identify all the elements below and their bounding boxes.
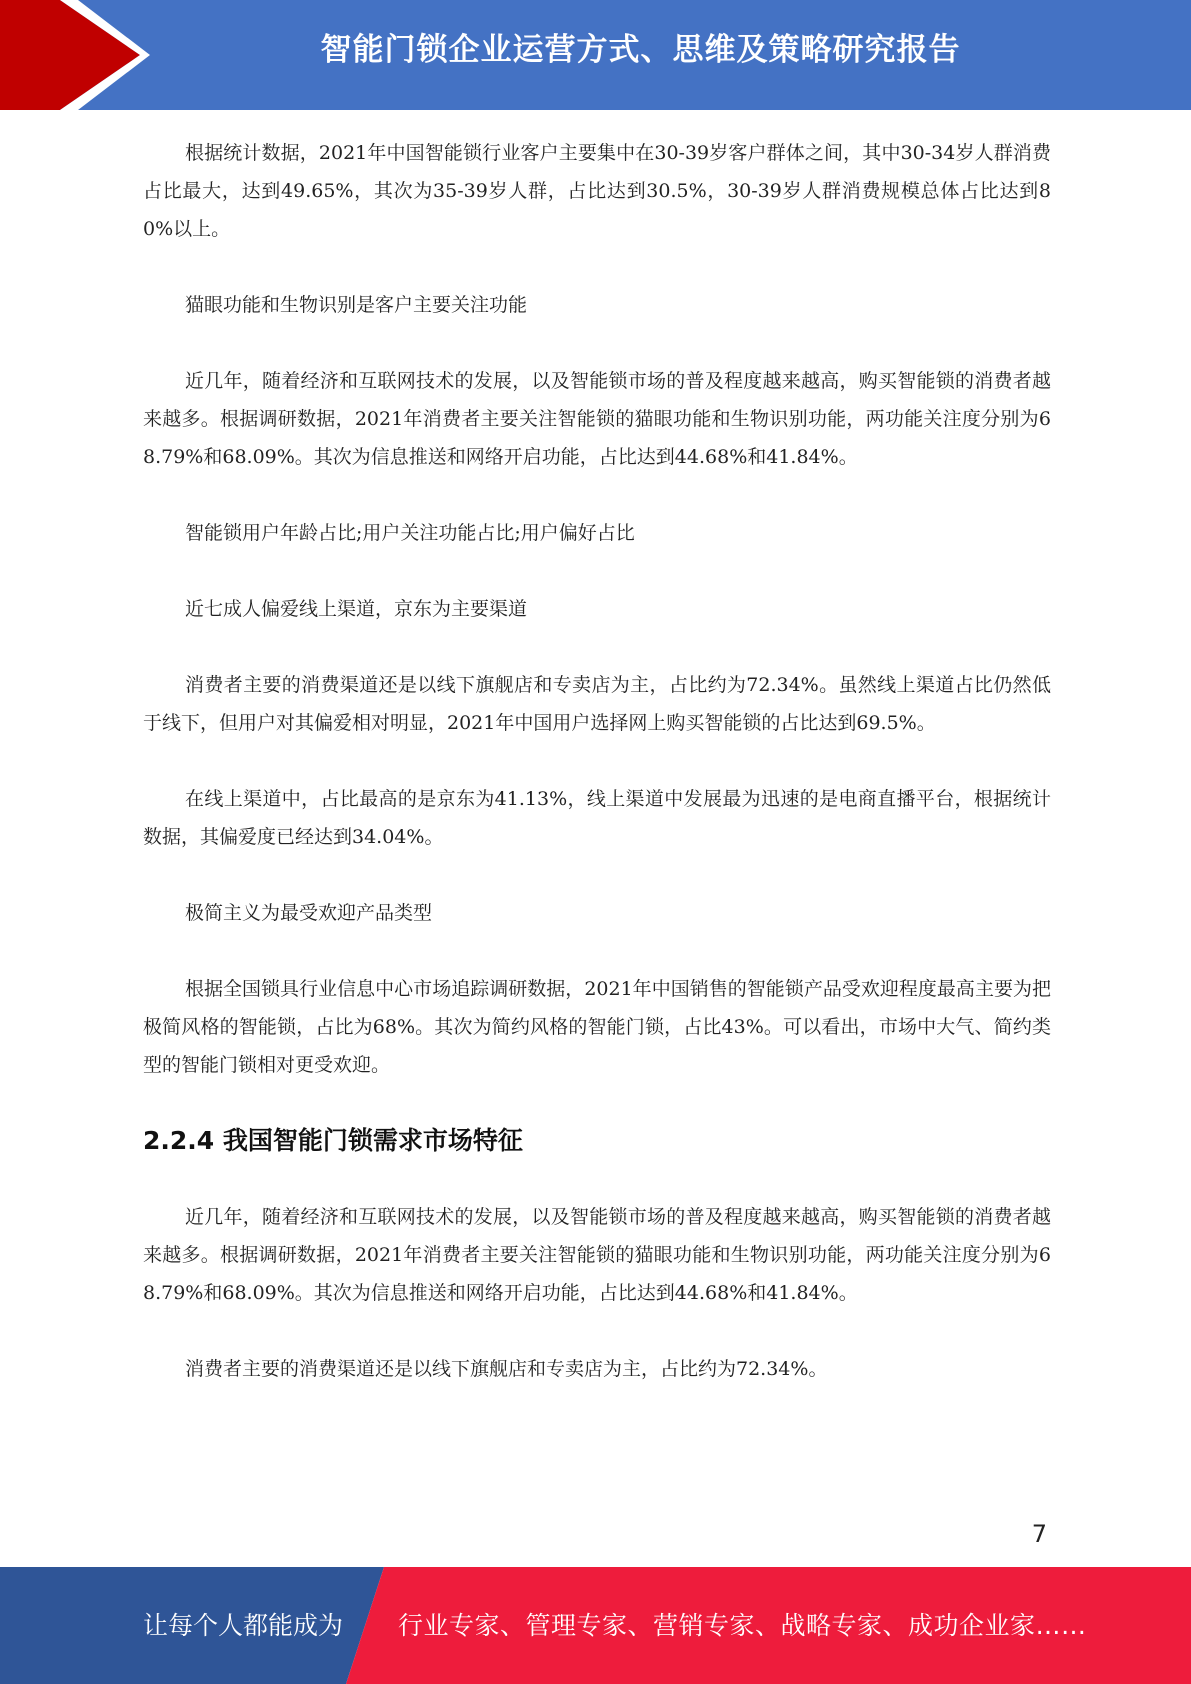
- footer-slogan-left: 让每个人都能成为: [143, 1611, 344, 1640]
- paragraph-consumption-channel: 消费者主要的消费渠道还是以线下旗舰店和专卖店为主，占比约为72.34%。虽然线上渠道占比仍然低于线下，但用户对其偏爱相对明显，2021年中国用户选择网上购买智能锁的占比达到69.5%。: [143, 674, 1051, 734]
- page-number: 7: [1031, 1520, 1047, 1548]
- section-heading: 2.2.4 我国智能门锁需求市场特征: [143, 1126, 523, 1155]
- paragraph-product-style: 根据全国锁具行业信息中心市场追踪调研数据，2021年中国销售的智能锁产品受欢迎程度最高主要为把极简风格的智能锁，占比为68%。其次为简约风格的智能门锁，占比43%。可以看出，市场中大气、简约类型的智能门锁相对更受欢迎。: [143, 978, 1051, 1076]
- subheading-minimalism: 极简主义为最受欢迎产品类型: [185, 902, 433, 924]
- subheading-online-channel: 近七成人偏爱线上渠道，京东为主要渠道: [185, 598, 528, 620]
- paragraph-demand-channel: 消费者主要的消费渠道还是以线下旗舰店和专卖店为主，占比约为72.34%。: [185, 1358, 828, 1380]
- subheading-focus-functions: 猫眼功能和生物识别是客户主要关注功能: [185, 294, 528, 316]
- paragraph-function-attention: 近几年，随着经济和互联网技术的发展，以及智能锁市场的普及程度越来越高，购买智能锁的消费者越来越多。根据调研数据，2021年消费者主要关注智能锁的猫眼功能和生物识别功能，两功能关注度分别为68.79%和68.09%。其次为信息推送和网络开启功能，占比达到44.68%和41.84%。: [143, 370, 1051, 468]
- figure-caption-user-stats: 智能锁用户年龄占比;用户关注功能占比;用户偏好占比: [185, 522, 635, 544]
- footer-slogan-right: 行业专家、管理专家、营销专家、战略专家、成功企业家……: [398, 1611, 1087, 1640]
- page-footer: [0, 1567, 1191, 1684]
- paragraph-online-channel-share: 在线上渠道中，占比最高的是京东为41.13%，线上渠道中发展最为迅速的是电商直播平台，根据统计数据，其偏爱度已经达到34.04%。: [143, 788, 1051, 848]
- page-header: [0, 0, 1191, 110]
- header-chevron-icon: [0, 0, 160, 110]
- header-title: 智能门锁企业运营方式、思维及策略研究报告: [320, 32, 961, 68]
- paragraph-demand-features: 近几年，随着经济和互联网技术的发展，以及智能锁市场的普及程度越来越高，购买智能锁的消费者越来越多。根据调研数据，2021年消费者主要关注智能锁的猫眼功能和生物识别功能，两功能关注度分别为68.79%和68.09%。其次为信息推送和网络开启功能，占比达到44.68%和41.84%。: [143, 1206, 1051, 1304]
- paragraph-age-distribution: 根据统计数据，2021年中国智能锁行业客户主要集中在30-39岁客户群体之间，其中30-34岁人群消费占比最大，达到49.65%，其次为35-39岁人群，占比达到30.5%，30-39岁人群消费规模总体占比达到80%以上。: [143, 142, 1051, 240]
- document-body: [143, 134, 1051, 1388]
